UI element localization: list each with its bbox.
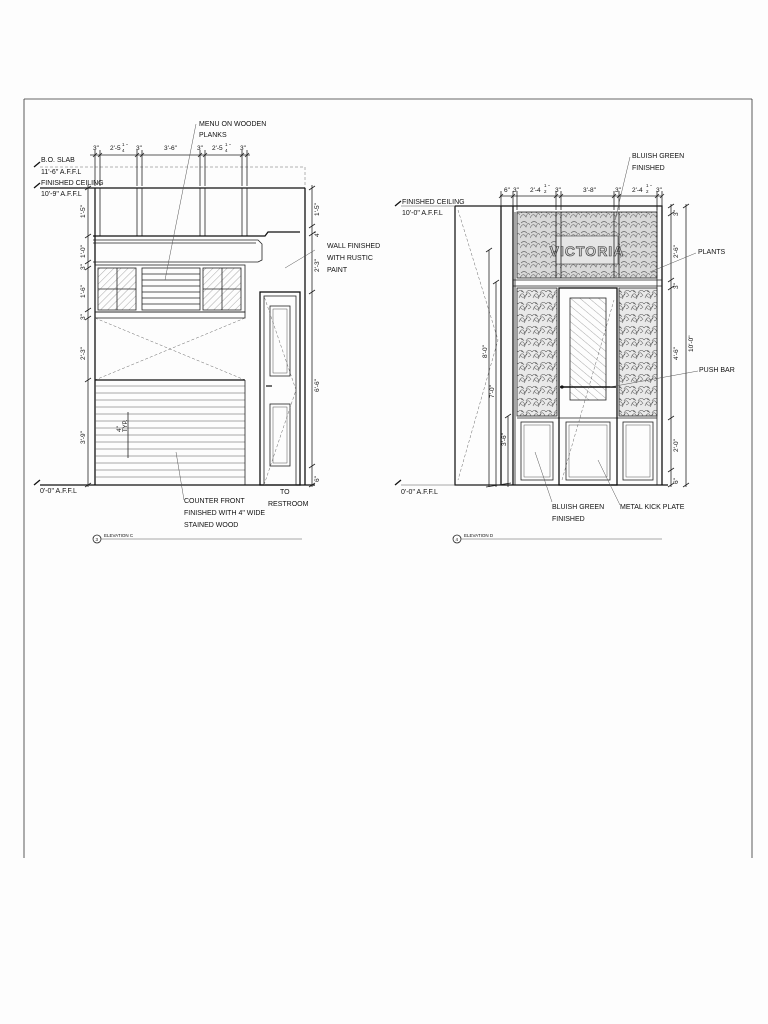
dim-left-c [80,185,91,487]
note-restroom-1: TO [280,489,290,496]
dim-c-top-3: 3" [136,145,142,152]
dim-d-top-7: 2'-4 [632,187,643,194]
dim-c-left-4: 1'-6" [80,285,87,298]
note-green-top-1: BLUISH GREEN [632,153,685,160]
dim-d-frac-den-1: 2 [544,189,547,194]
dim-c-left-2: 1'-0" [80,245,87,258]
sign-victoria: VICTORIA [549,243,625,259]
dim-c-frac-unit-1: " [126,143,128,148]
dim-right-d [668,204,695,487]
dim-d-right-4: 4'-6" [673,347,680,360]
dim-c-frac-unit-2: " [229,143,231,148]
dim-c-left-6: 2'-3" [80,347,87,360]
level-ceiling-d-aff: 10'-0" A.F.F.L [402,210,443,217]
note-plants: PLANTS [698,249,726,256]
note-counter-1: COUNTER FRONT [184,498,245,505]
dim-c-left-7: 3'-9" [80,431,87,444]
dim-c-frac-num-1: 1 [122,142,125,147]
dim-c-right-3: 2'-3" [314,259,321,272]
dim-top-c [90,142,250,186]
note-counter-2: FINISHED WITH 4" WIDE [184,510,266,517]
dim-c-top-2: 2'-5 [110,145,121,152]
tag-d-title: ELEVATION D [464,533,494,538]
dim-c-left-1: 1'-5" [80,205,87,218]
note-green-bot-1: BLUISH GREEN [552,504,605,511]
note-green-top-2: FINISHED [632,165,665,172]
dim-right-c [309,185,321,487]
level-markers-d [395,199,465,496]
level-floor-d: 0'-0" A.F.F.L [401,489,438,496]
note-wall-2: WITH RUSTIC [327,255,373,262]
elevation-c [34,121,380,543]
dim-d-right-6: 2'-0" [673,439,680,452]
dim-d-right-3: 3" [673,283,680,289]
level-floor-c: 0'-0" A.F.F.L [40,488,77,495]
dim-c-top-5: 3" [197,145,203,152]
dim-left-d [482,248,511,487]
menu-planks [142,268,200,310]
dim-d-right-5: 10'-0" [688,335,695,352]
dim-c-frac-num-2: 1 [225,142,228,147]
level-bo-slab-aff: 11'-6" A.F.F.L [41,169,82,176]
note-counter-3: STAINED WOOD [184,522,239,529]
elevation-d [395,153,735,543]
dim-c-top-7: 3" [240,145,246,152]
dim-d-top-5: 3'-8" [583,187,596,194]
note-restroom-2: RESTROOM [268,501,309,508]
note-green-bot-2: FINISHED [552,516,585,523]
note-kick-plate: METAL KICK PLATE [620,504,685,511]
dim-d-top-3: 2'-4 [530,187,541,194]
dim-d-top-2: 3" [513,187,519,194]
title-tag-d [453,533,662,543]
dim-d-frac-num-1: 1 [544,183,547,188]
note-menu-1: MENU ON WOODEN [199,121,267,128]
dim-d-left-2: 7'-0" [489,385,496,398]
dim-c-left-3: 3" [80,264,87,270]
title-tag-c [93,533,302,543]
dim-c-typ: 4" [116,426,123,432]
restroom-door [260,292,300,485]
note-wall-3: PAINT [327,267,348,274]
level-ceiling-c-aff: 10'-9" A.F.F.L [41,191,82,198]
dim-d-right-7: 6" [673,478,680,484]
level-markers-c [34,157,104,495]
dim-c-right-4: 6'-6" [314,379,321,392]
tag-d-number: 4 [455,537,459,542]
note-push-bar: PUSH BAR [699,367,735,374]
dim-d-top-6: 3" [615,187,621,194]
dim-d-frac-num-2: 1 [646,183,649,188]
note-menu-2: PLANKS [199,132,227,139]
dim-d-right-2: 2'-6" [673,245,680,258]
entry-door [559,288,617,485]
dim-c-top-1: 3" [93,145,99,152]
dim-d-left-3: 3'-6" [501,433,508,446]
dim-c-right-1: 1'-5" [314,203,321,216]
dim-c-frac-den-2: 4 [225,148,228,153]
note-wall-1: WALL FINISHED [327,243,381,250]
tag-c-title: ELEVATION C [104,533,134,538]
level-ceiling-d: FINISHED CEILING [402,199,465,206]
dim-c-frac-den-1: 4 [122,148,125,153]
level-ceiling-c: FINISHED CEILING [41,180,104,187]
dim-c-left-5: 3" [80,314,87,320]
dim-c-top-4: 3'-6" [164,145,177,152]
dim-d-top-8: 3" [656,187,662,194]
dim-c-typ-label: TYP. [123,419,129,432]
level-bo-slab: B.O. SLAB [41,157,75,164]
dim-d-frac-unit-1: " [548,184,550,189]
dim-c-right-5: 6" [314,476,321,482]
dim-d-top-4: 3" [555,187,561,194]
dim-c-top-6: 2'-5 [212,145,223,152]
dim-d-frac-unit-2: " [650,184,652,189]
dim-d-top-1: 6" [504,187,510,194]
dim-c-right-2: 4" [314,231,321,237]
tag-c-number: 3 [95,537,99,542]
dim-d-right-1: 3" [673,210,680,216]
dim-d-left-1: 8'-0" [482,345,489,358]
dim-d-frac-den-2: 2 [646,189,649,194]
